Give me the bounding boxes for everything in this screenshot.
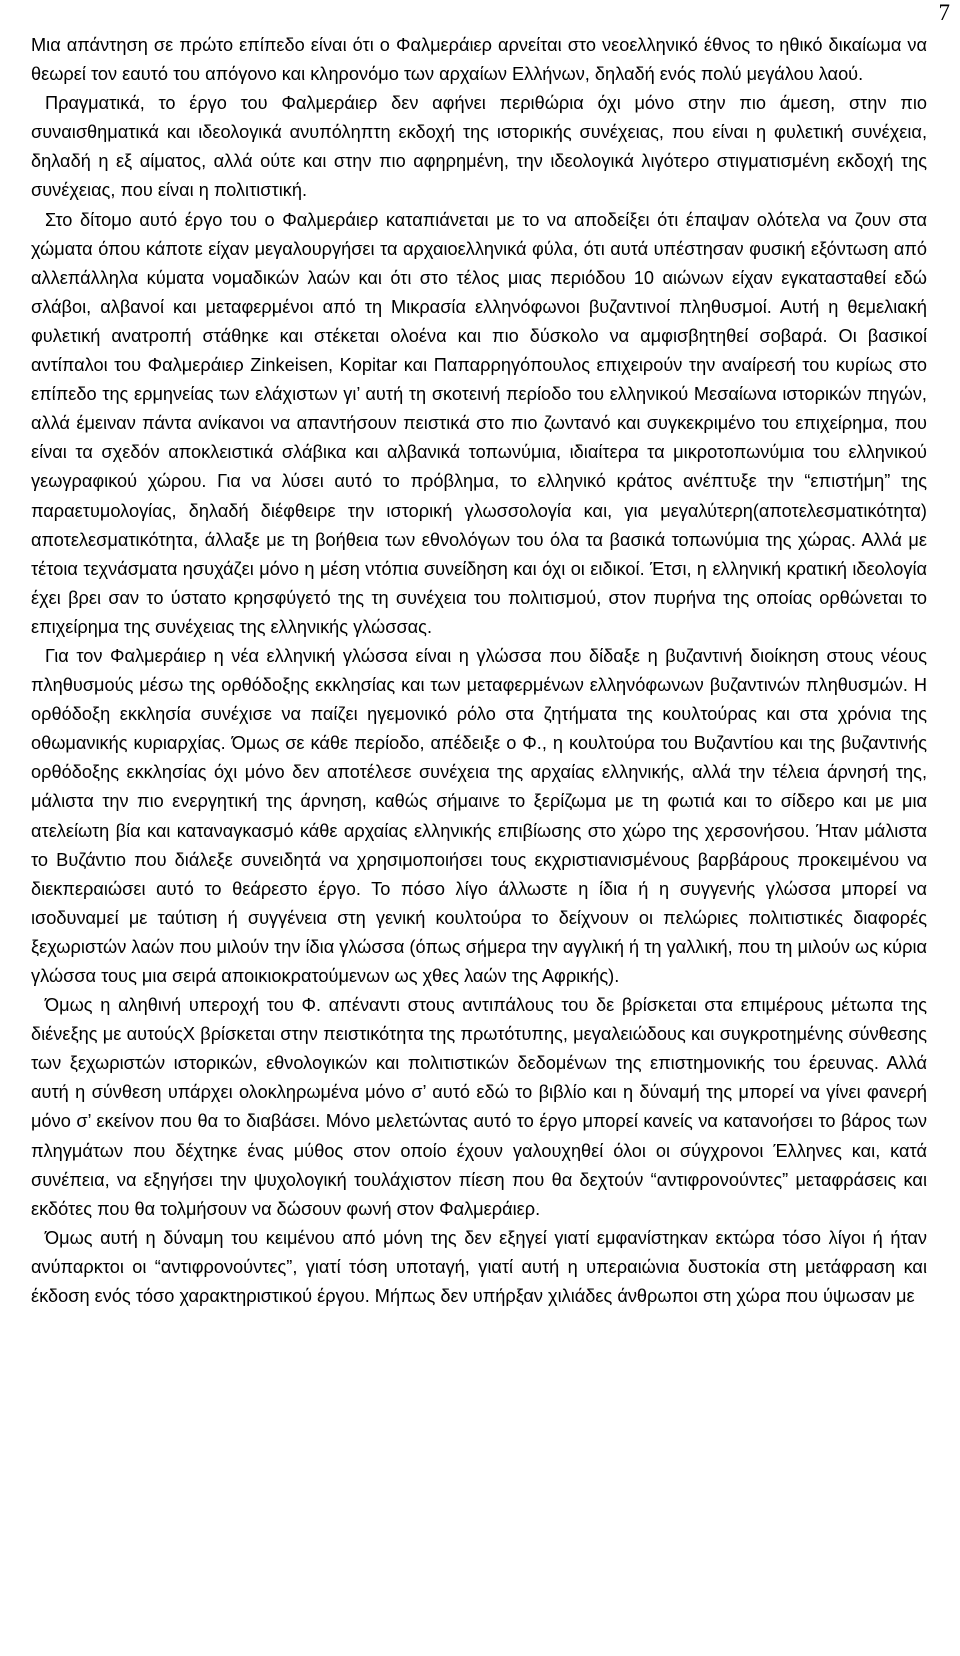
paragraph-6: Όμως αυτή η δύναμη του κειμένου από μόνη της δεν εξηγεί γιατί εμφανίστηκαν εκτώρα τόσο λίγοι ή ήταν ανύπαρκτοι οι “αντιφρονούντες”, γιατί τόση υποταγή, γιατί αυτή η υπεραιώνια δυστοκία στη μετάφραση και έκδοση ενός τόσο χαρακτηριστικού έργου. Μήπως δεν υπήρξαν χιλιάδες άνθρωποι στη χώρα που ύψωσαν με — [31, 1227, 927, 1307]
body-text — [31, 31, 927, 1311]
paragraph-5: Όμως η αληθινή υπεροχή του Φ. απέναντι στους αντιπάλους του δε βρίσκεται στα επιμέρους μέτωπα της διένεξης με αυτούςΧ βρίσκεται στην πειστικότητα της πρωτότυπης, μεγαλειώδους και συγκροτημένης σύνθεσης των ξεχωριστών ιστορικών, εθνολογικών και πολιτιστικών δεδομένων της επιστημονικής του έρευνας. Αλλά αυτή η σύνθεση υπάρχει ολοκληρωμένα μόνο σ’ αυτό εδώ το βιβλίο και η δύναμή της μπορεί να γίνει φανερή μόνο σ’ εκείνον που θα το διαβάσει. Μόνο μελετώντας αυτό το έργο μπορεί κανείς να κατανοήσει το βάρος των πληγμάτων που δέχτηκε ένας μύθος στον οποίο έχουν γαλουχηθεί όλοι οι σύγχρονοι Έλληνες και, κατά συνέπεια, να εξηγήσει την ψυχολογική τουλάχιστον πίεση που θα δεχτούν “αντιφρονούντες” μεταφράσεις και εκδότες που θα τολμήσουν να δώσουν φωνή στον Φαλμεράιερ. — [31, 995, 927, 1219]
page-number: 7 — [938, 0, 950, 25]
paragraph-1: Μια απάντηση σε πρώτο επίπεδο είναι ότι ο Φαλμεράιερ αρνείται στο νεοελληνικό έθνος το ηθικό δικαίωμα να θεωρεί τον εαυτό του απόγονο και κληρονόμο των αρχαίων Ελλήνων, δηλαδή ενός πολύ μεγάλου λαού. — [31, 35, 927, 85]
paragraph-3: Στο δίτομο αυτό έργο του ο Φαλμεράιερ καταπιάνεται με το να αποδείξει ότι έπαψαν ολότελα να ζουν στα χώματα όπου κάποτε είχαν μεγαλουργήσει τα αρχαιοελληνικά φύλα, ότι αυτά υπέστησαν φυσική εξόντωση από αλλεπάλληλα κύματα νομαδικών λαών και ότι στο τέλος μιας περιόδου 10 αιώνων είχαν εγκατασταθεί εδώ σλάβοι, αλβανοί και μεταφερμένοι από τη Μικρασία ελληνόφωνοι βυζαντινοί πληθυσμοί. Αυτή η θεμελιακή φυλετική ανατροπή στάθηκε και στέκεται ολοένα και πιο δύσκολο να αμφισβητηθεί σοβαρά. Οι βασικοί αντίπαλοι του Φαλμεράιερ Zinkeisen, Kopitar και Παπαρρηγόπουλος επιχειρούν την αναίρεσή του κυρίως στο επίπεδο της ερμηνείας των ελάχιστων γι’ αυτή τη σκοτεινή περίοδο του ελληνικού Μεσαίωνα ιστορικών πηγών, αλλά έμειναν πάντα ανίκανοι να απαντήσουν πειστικά στο πιο ζωντανό και συγκεκριμένο του επιχείρημα, που είναι τα σχεδόν αποκλειστικά σλάβικα και αλβανικά τοπωνύμια, ιδιαίτερα τα μικροτοπωνύμια του ελληνικού γεωγραφικού χώρου. Για να λύσει αυτό το πρόβλημα, το ελληνικό κράτος ανέπτυξε την “επιστήμη” της παραετυμολογίας, δηλαδή διέφθειρε την ιστορική γλωσσολογία και, για μεγαλύτερη(αποτελεσματικότητα) αποτελεσματικότητα, άλλαξε με τη βοήθεια των εθνολόγων του όλα τα βασικά τοπωνύμια της χώρας. Αλλά με τέτοια τεχνάσματα ησυχάζει μόνο η μέση ντόπια συνείδηση και όχι οι ειδικοί. Έτσι, η ελληνική κρατική ιδεολογία έχει βρει σαν το ύστατο κρησφύγετό της τη συνέχεια του πολιτισμού, στον πυρήνα της οποίας ορθώνεται το επιχείρημα της συνέχειας της ελληνικής γλώσσας. — [31, 209, 927, 637]
paragraph-2: Πραγματικά, το έργο του Φαλμεράιερ δεν αφήνει περιθώρια όχι μόνο στην πιο άμεση, στην πιο συναισθηματικά και ιδεολογικά ανυπόληπτη εκδοχή της ιστορικής συνέχειας, που είναι η φυλετική συνέχεια, δηλαδή η εξ αίματος, αλλά ούτε και στην πιο αφηρημένη, την ιδεολογικά λιγότερο στιγματισμένη εκδοχή της συνέχειας, που είναι η πολιτιστική. — [31, 93, 927, 201]
paragraph-4: Για τον Φαλμεράιερ η νέα ελληνική γλώσσα είναι η γλώσσα που δίδαξε η βυζαντινή διοίκηση στους νέους πληθυσμούς μέσω της ορθόδοξης εκκλησίας και των μεταφερμένων ελληνόφωνων βυζαντινών πληθυσμών. Η ορθόδοξη εκκλησία συνέχισε να παίζει ηγεμονικό ρόλο στα ζητήματα της κουλτούρας και στα χρόνια της οθωμανικής κυριαρχίας. Όμως σε κάθε περίοδο, απέδειξε ο Φ., η κουλτούρα του Βυζαντίου και της βυζαντινής ορθόδοξης εκκλησίας όχι μόνο δεν αποτέλεσε συνέχεια της αρχαίας ελληνικής, αλλά την τέλεια άρνησή της, μάλιστα την πιο ενεργητική της άρνηση, καθώς σήμαινε το ξερίζωμα με τη φωτιά και το σίδερο και με μια ατελείωτη βία και καταναγκασμό κάθε αρχαίας ελληνικής επιβίωσης στο χώρο της χερσονήσου. Ήταν μάλιστα το Βυζάντιο που διάλεξε συνειδητά να χρησιμοποιήσει τους εκχριστιανισμένους βαρβάρους προκειμένου να διεκπεραιώσει αυτό το θεάρεστο έργο. Το πόσο λίγο άλλωστε η ίδια ή η συγγενής γλώσσα μπορεί να ισοδυναμεί με ταύτιση ή συγγένεια στη γενική κουλτούρα το δείχνουν οι πελώριες πολιτιστικές διαφορές ξεχωριστών λαών που μιλούν την ίδια γλώσσα (όπως σήμερα την αγγλική ή τη γαλλική, που τη μιλούν ως κύρια γλώσσα τους μια σειρά αποικιοκρατούμενων ως χθες λαών της Αφρικής). — [31, 645, 927, 986]
